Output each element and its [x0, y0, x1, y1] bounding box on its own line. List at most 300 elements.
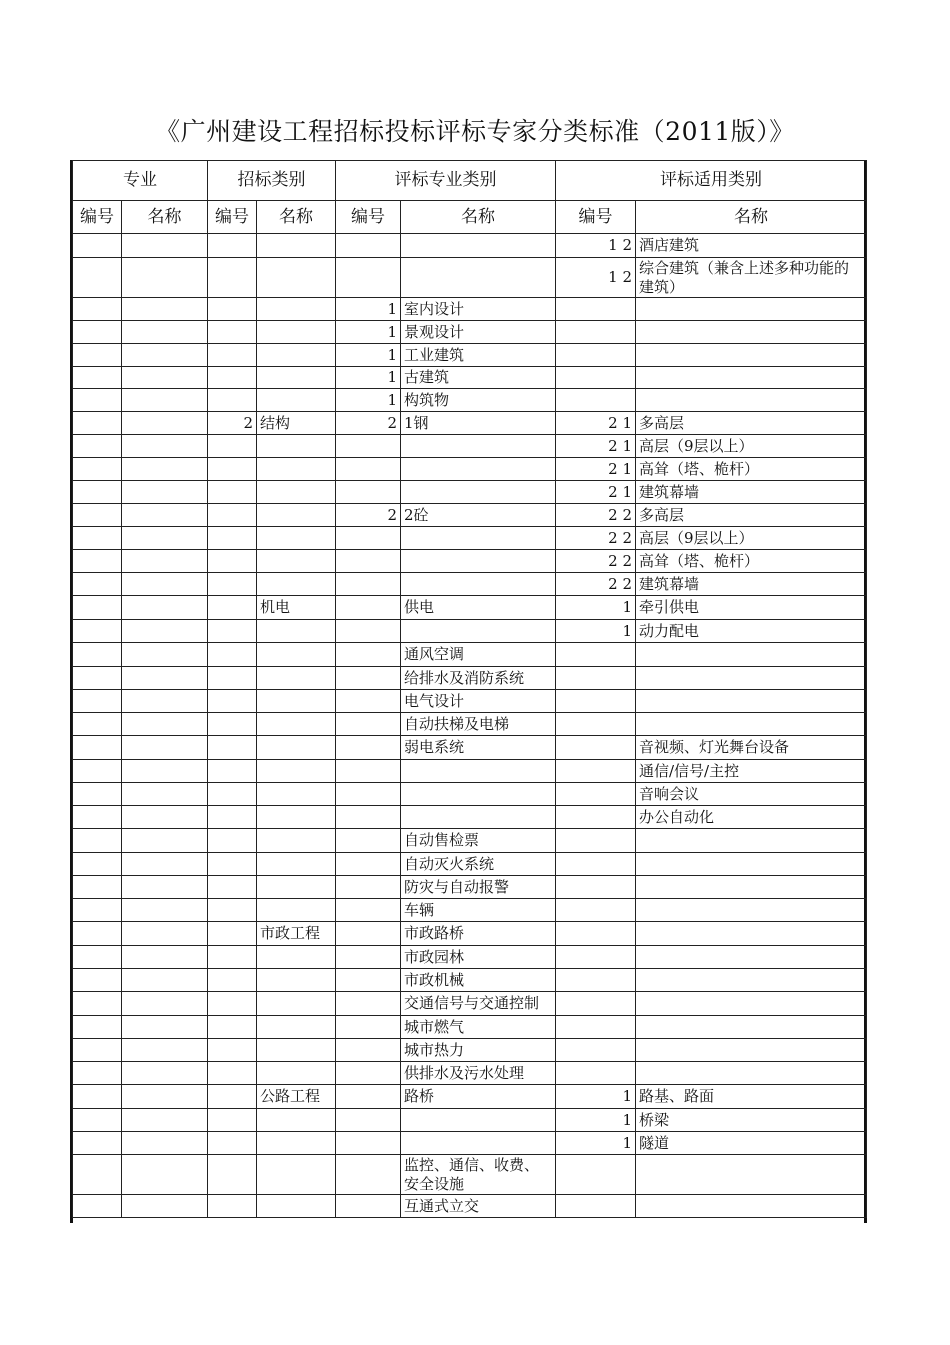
- table-cell: [208, 481, 257, 504]
- table-cell: [257, 829, 336, 853]
- table-cell: 1: [336, 298, 401, 321]
- table-cell: 建筑幕墙: [636, 573, 867, 596]
- table-row: [73, 783, 867, 806]
- table-cell: 交通信号与交通控制: [401, 992, 556, 1016]
- table-cell: [122, 643, 208, 667]
- table-row: [73, 458, 867, 481]
- table-cell: [401, 550, 556, 573]
- table-cell: [73, 1016, 122, 1039]
- table-cell: 牵引供电: [636, 596, 867, 620]
- table-cell: [257, 853, 336, 876]
- table-cell: 2 2: [556, 527, 636, 550]
- table-cell: [73, 713, 122, 736]
- table-cell: 2 1: [556, 458, 636, 481]
- table-cell: [257, 234, 336, 258]
- table-cell: 互通式立交: [401, 1195, 556, 1218]
- table-cell: [208, 620, 257, 643]
- table-cell: [122, 1039, 208, 1062]
- table-cell: 室内设计: [401, 298, 556, 321]
- table-cell: [257, 806, 336, 829]
- table-cell: [208, 596, 257, 620]
- table-cell: 2 2: [556, 573, 636, 596]
- table-cell: [122, 969, 208, 992]
- table-cell: [122, 1085, 208, 1109]
- table-cell: [401, 573, 556, 596]
- table-cell: [208, 690, 257, 713]
- table-row: [73, 298, 867, 321]
- table-cell: [73, 458, 122, 481]
- table-cell: 1: [556, 1109, 636, 1132]
- table-cell: [401, 760, 556, 783]
- table-cell: [636, 298, 867, 321]
- table-row: [73, 899, 867, 922]
- table-cell: 桥梁: [636, 1109, 867, 1132]
- table-cell: [73, 527, 122, 550]
- table-cell: [208, 922, 257, 946]
- table-cell: [208, 550, 257, 573]
- table-cell: [73, 435, 122, 458]
- header-bid-category: 招标类别: [208, 161, 336, 201]
- table-row: [73, 713, 867, 736]
- header-sub-cell: 编号: [73, 201, 122, 234]
- table-cell: 2 1: [556, 412, 636, 435]
- table-cell: [636, 1155, 867, 1195]
- table-cell: 自动灭火系统: [401, 853, 556, 876]
- table-cell: [556, 783, 636, 806]
- table-cell: [257, 481, 336, 504]
- table-cell: [208, 527, 257, 550]
- table-cell: [336, 527, 401, 550]
- header-specialty: 专业: [73, 161, 208, 201]
- table-cell: [636, 389, 867, 412]
- table-row: [73, 1085, 867, 1109]
- table-cell: [636, 690, 867, 713]
- table-cell: [636, 969, 867, 992]
- table-cell: [556, 899, 636, 922]
- table-cell: 音视频、灯光舞台设备: [636, 736, 867, 760]
- table-cell: [257, 367, 336, 389]
- table-row: [73, 389, 867, 412]
- table-cell: [208, 298, 257, 321]
- table-cell: [73, 783, 122, 806]
- table-cell: [73, 643, 122, 667]
- table-cell: 1 2: [556, 258, 636, 298]
- table-cell: [73, 412, 122, 435]
- table-cell: [556, 806, 636, 829]
- table-cell: 供排水及污水处理: [401, 1062, 556, 1085]
- table-cell: 通风空调: [401, 643, 556, 667]
- table-cell: [336, 643, 401, 667]
- table-cell: [556, 1155, 636, 1195]
- table-cell: [336, 481, 401, 504]
- table-cell: [208, 389, 257, 412]
- table-row: [73, 690, 867, 713]
- table-cell: [556, 969, 636, 992]
- table-cell: [208, 321, 257, 344]
- table-cell: [122, 527, 208, 550]
- table-cell: [257, 620, 336, 643]
- table-cell: 市政路桥: [401, 922, 556, 946]
- table-cell: [636, 899, 867, 922]
- table-cell: 1钢: [401, 412, 556, 435]
- table-cell: [73, 1109, 122, 1132]
- table-cell: [257, 1016, 336, 1039]
- table-cell: [122, 946, 208, 969]
- table-cell: [73, 481, 122, 504]
- table-cell: [401, 620, 556, 643]
- table-row: [73, 344, 867, 367]
- table-cell: [257, 713, 336, 736]
- table-cell: [122, 713, 208, 736]
- table-row: [73, 620, 867, 643]
- table-cell: [122, 620, 208, 643]
- table-cell: 古建筑: [401, 367, 556, 389]
- table-cell: [257, 1109, 336, 1132]
- table-cell: [556, 760, 636, 783]
- table-cell: 电气设计: [401, 690, 556, 713]
- table-cell: [336, 922, 401, 946]
- table-cell: [336, 992, 401, 1016]
- table-cell: [336, 458, 401, 481]
- table-cell: [336, 596, 401, 620]
- table-cell: [336, 736, 401, 760]
- table-row: [73, 321, 867, 344]
- table-cell: [336, 573, 401, 596]
- table-row: [73, 1109, 867, 1132]
- table-cell: 市政机械: [401, 969, 556, 992]
- table-cell: [208, 969, 257, 992]
- table-cell: [208, 1195, 257, 1218]
- table-cell: [73, 298, 122, 321]
- table-row: [73, 504, 867, 527]
- table-cell: [336, 713, 401, 736]
- table-cell: 市政工程: [257, 922, 336, 946]
- header-sub-cell: 名称: [636, 201, 867, 234]
- table-cell: 综合建筑（兼含上述多种功能的建筑）: [636, 258, 867, 298]
- table-cell: 构筑物: [401, 389, 556, 412]
- table-cell: 高耸（塔、桅杆）: [636, 458, 867, 481]
- table-cell: [122, 806, 208, 829]
- table-cell: [556, 643, 636, 667]
- table-cell: 城市热力: [401, 1039, 556, 1062]
- table-cell: 高层（9层以上）: [636, 435, 867, 458]
- table-cell: 2 2: [556, 550, 636, 573]
- table-cell: [73, 667, 122, 690]
- table-cell: [208, 435, 257, 458]
- table-cell: [208, 736, 257, 760]
- table-cell: 监控、通信、收费、安全设施: [401, 1155, 556, 1195]
- table-cell: [122, 481, 208, 504]
- table-cell: [208, 829, 257, 853]
- table-cell: [122, 1195, 208, 1218]
- table-cell: [208, 992, 257, 1016]
- table-cell: [208, 1039, 257, 1062]
- table-cell: 路基、路面: [636, 1085, 867, 1109]
- table-cell: [208, 853, 257, 876]
- table-cell: [336, 829, 401, 853]
- table-cell: 弱电系统: [401, 736, 556, 760]
- table-cell: [73, 1062, 122, 1085]
- table-cell: [73, 736, 122, 760]
- table-cell: 2: [336, 412, 401, 435]
- table-cell: [257, 435, 336, 458]
- table-cell: [401, 234, 556, 258]
- table-cell: [122, 298, 208, 321]
- table-cell: [208, 1085, 257, 1109]
- table-cell: [73, 1085, 122, 1109]
- expert-classification-table: [72, 160, 867, 1218]
- table-cell: [122, 736, 208, 760]
- table-row: [73, 550, 867, 573]
- table-cell: [73, 690, 122, 713]
- table-cell: [208, 806, 257, 829]
- table-cell: 市政园林: [401, 946, 556, 969]
- table-cell: [73, 321, 122, 344]
- table-cell: [257, 504, 336, 527]
- table-cell: [122, 344, 208, 367]
- table-cell: 1: [336, 367, 401, 389]
- table-cell: [336, 550, 401, 573]
- table-cell: [636, 1062, 867, 1085]
- table-row: [73, 643, 867, 667]
- table-cell: [556, 367, 636, 389]
- table-row: [73, 258, 867, 298]
- table-cell: [73, 258, 122, 298]
- table-cell: 1 2: [556, 234, 636, 258]
- table-cell: [257, 760, 336, 783]
- table-cell: [208, 458, 257, 481]
- table-cell: 建筑幕墙: [636, 481, 867, 504]
- table-cell: [122, 1016, 208, 1039]
- table-row: [73, 596, 867, 620]
- table-row: [73, 969, 867, 992]
- table-cell: [336, 969, 401, 992]
- table-cell: [636, 829, 867, 853]
- table-row: [73, 435, 867, 458]
- header-sub-cell: 名称: [257, 201, 336, 234]
- table-cell: [122, 258, 208, 298]
- table-cell: [336, 1016, 401, 1039]
- table-cell: 车辆: [401, 899, 556, 922]
- table-cell: 自动售检票: [401, 829, 556, 853]
- table-cell: [73, 573, 122, 596]
- table-cell: [122, 667, 208, 690]
- table-cell: [257, 643, 336, 667]
- table-cell: [401, 481, 556, 504]
- table-cell: [73, 876, 122, 899]
- table-cell: [122, 1155, 208, 1195]
- table-row: [73, 922, 867, 946]
- table-cell: [336, 1039, 401, 1062]
- table-cell: 隧道: [636, 1132, 867, 1155]
- table-cell: [73, 969, 122, 992]
- table-cell: 办公自动化: [636, 806, 867, 829]
- table-cell: [401, 435, 556, 458]
- table-cell: [208, 643, 257, 667]
- table-cell: [636, 922, 867, 946]
- table-cell: [73, 853, 122, 876]
- table-cell: [257, 550, 336, 573]
- table-cell: [556, 1195, 636, 1218]
- table-cell: [401, 783, 556, 806]
- table-cell: 景观设计: [401, 321, 556, 344]
- table-cell: [73, 946, 122, 969]
- header-sub-cell: 编号: [556, 201, 636, 234]
- table-cell: [401, 527, 556, 550]
- table-cell: [401, 806, 556, 829]
- table-cell: [336, 690, 401, 713]
- table-cell: [257, 969, 336, 992]
- table-cell: [208, 367, 257, 389]
- table-cell: [208, 876, 257, 899]
- table-cell: [73, 992, 122, 1016]
- table-cell: [636, 1016, 867, 1039]
- table-cell: [122, 504, 208, 527]
- table-cell: [336, 899, 401, 922]
- table-row: [73, 367, 867, 389]
- table-cell: [208, 1062, 257, 1085]
- table-cell: [208, 258, 257, 298]
- table-cell: 路桥: [401, 1085, 556, 1109]
- table-cell: [122, 389, 208, 412]
- table-cell: [208, 1155, 257, 1195]
- header-eval-specialty: 评标专业类别: [336, 161, 556, 201]
- table-cell: [636, 344, 867, 367]
- table-cell: [257, 1062, 336, 1085]
- table-cell: 1: [336, 321, 401, 344]
- table-cell: [122, 458, 208, 481]
- table-cell: [336, 853, 401, 876]
- table-cell: 2砼: [401, 504, 556, 527]
- table-cell: [336, 760, 401, 783]
- table-cell: [122, 829, 208, 853]
- table-cell: [556, 321, 636, 344]
- table-cell: [257, 1155, 336, 1195]
- table-cell: [556, 992, 636, 1016]
- table-cell: 1: [556, 1085, 636, 1109]
- table-cell: [73, 596, 122, 620]
- table-cell: [257, 783, 336, 806]
- table-row: [73, 946, 867, 969]
- table-cell: [73, 550, 122, 573]
- table-row: [73, 1155, 867, 1195]
- table-cell: 酒店建筑: [636, 234, 867, 258]
- table-cell: [636, 667, 867, 690]
- table-cell: [257, 321, 336, 344]
- table-cell: [73, 1039, 122, 1062]
- table-cell: 2 1: [556, 435, 636, 458]
- table-cell: [336, 946, 401, 969]
- table-cell: [122, 876, 208, 899]
- table-cell: 2: [208, 412, 257, 435]
- header-sub-cell: 名称: [401, 201, 556, 234]
- table-cell: 多高层: [636, 412, 867, 435]
- table-cell: [556, 853, 636, 876]
- table-cell: [73, 1132, 122, 1155]
- table-cell: 多高层: [636, 504, 867, 527]
- table-cell: [122, 783, 208, 806]
- table-cell: [336, 1155, 401, 1195]
- table-cell: [122, 550, 208, 573]
- table-row: [73, 1062, 867, 1085]
- table-cell: [73, 620, 122, 643]
- table-cell: [208, 760, 257, 783]
- table-cell: 2 2: [556, 504, 636, 527]
- table-cell: [208, 573, 257, 596]
- table-cell: [208, 667, 257, 690]
- table-cell: [122, 690, 208, 713]
- table-cell: 1: [336, 389, 401, 412]
- table-row: [73, 1016, 867, 1039]
- table-cell: [336, 667, 401, 690]
- table-cell: [73, 504, 122, 527]
- table-cell: [336, 783, 401, 806]
- table-cell: [556, 946, 636, 969]
- table-cell: 高耸（塔、桅杆）: [636, 550, 867, 573]
- table-cell: [208, 1016, 257, 1039]
- table-row: [73, 527, 867, 550]
- table-cell: [636, 367, 867, 389]
- table-cell: [257, 876, 336, 899]
- table-cell: [122, 1062, 208, 1085]
- table-row: [73, 667, 867, 690]
- table-cell: 防灾与自动报警: [401, 876, 556, 899]
- table-row: [73, 876, 867, 899]
- table-cell: 通信/信号/主控: [636, 760, 867, 783]
- table-cell: [257, 946, 336, 969]
- table-cell: [122, 234, 208, 258]
- table-cell: 工业建筑: [401, 344, 556, 367]
- table-cell: [208, 783, 257, 806]
- table-cell: [73, 922, 122, 946]
- table-cell: 2 1: [556, 481, 636, 504]
- table-cell: 自动扶梯及电梯: [401, 713, 556, 736]
- table-cell: 高层（9层以上）: [636, 527, 867, 550]
- table-row: [73, 853, 867, 876]
- table-cell: [122, 922, 208, 946]
- table-cell: [556, 922, 636, 946]
- table-cell: [556, 690, 636, 713]
- table-cell: [122, 321, 208, 344]
- table-cell: [208, 713, 257, 736]
- table-cell: [556, 389, 636, 412]
- table-row: [73, 806, 867, 829]
- table-cell: 给排水及消防系统: [401, 667, 556, 690]
- table-row: [73, 829, 867, 853]
- table-cell: [636, 946, 867, 969]
- table-cell: [208, 946, 257, 969]
- table-cell: [73, 234, 122, 258]
- table-cell: [636, 713, 867, 736]
- header-eval-applicable: 评标适用类别: [556, 161, 867, 201]
- table-cell: [122, 899, 208, 922]
- table-cell: [73, 344, 122, 367]
- table-cell: [257, 667, 336, 690]
- table-cell: [257, 1039, 336, 1062]
- table-cell: [257, 527, 336, 550]
- table-cell: 公路工程: [257, 1085, 336, 1109]
- table-cell: [208, 1132, 257, 1155]
- table-row: [73, 412, 867, 435]
- table-cell: [257, 344, 336, 367]
- table-cell: [336, 806, 401, 829]
- table-cell: 供电: [401, 596, 556, 620]
- table-cell: [257, 389, 336, 412]
- table-cell: [336, 1132, 401, 1155]
- table-cell: [73, 1195, 122, 1218]
- table-cell: [636, 321, 867, 344]
- table-cell: [257, 573, 336, 596]
